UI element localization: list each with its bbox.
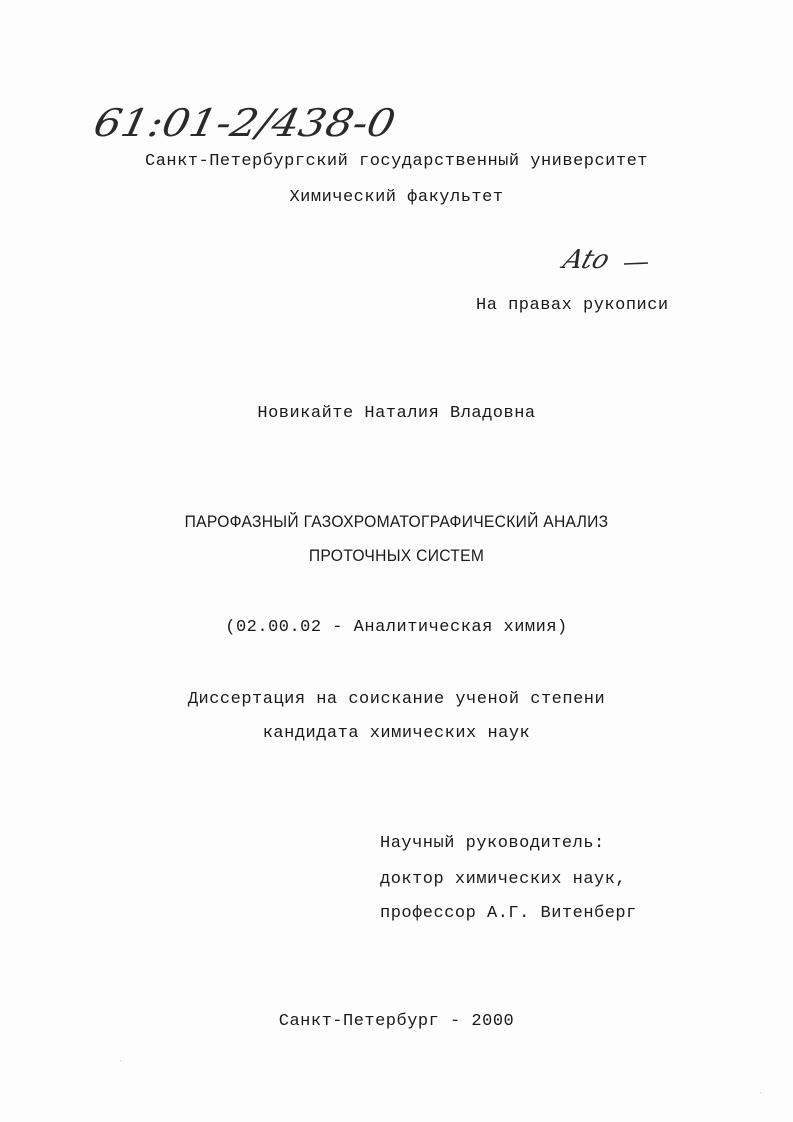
supervisor-degree: доктор химических наук, — [380, 870, 627, 889]
scan-speck — [120, 1060, 121, 1061]
manuscript-note: На правах рукописи — [476, 296, 669, 315]
author-name: Новикайте Наталия Владовна — [257, 404, 536, 423]
signature-mark — [559, 242, 652, 278]
archive-code-text: 61:01-2/438-0 — [89, 101, 369, 146]
city-year: Санкт-Петербург - 2000 — [278, 1012, 515, 1031]
signature-text: Ato — [559, 244, 614, 275]
faculty-name: Химический факультет — [289, 188, 504, 207]
scan-speck — [760, 1092, 761, 1093]
supervisor-name: профессор А.Г. Витенберг — [380, 904, 637, 923]
degree-line-1: Диссертация на соискание ученой степени — [187, 690, 606, 709]
handwritten-archive-code — [89, 98, 426, 148]
dissertation-title-line-2: ПРОТОЧНЫХ СИСТЕМ — [308, 546, 485, 565]
supervisor-label: Научный руководитель: — [380, 834, 605, 853]
specialty-code: (02.00.02 - Аналитическая химия) — [225, 618, 568, 637]
dissertation-title-line-1: ПАРОФАЗНЫЙ ГАЗОХРОМАТОГРАФИЧЕСКИЙ АНАЛИЗ — [184, 512, 609, 531]
university-name: Санкт-Петербургский государственный университет — [145, 152, 648, 171]
degree-line-2: кандидата химических наук — [262, 724, 531, 743]
